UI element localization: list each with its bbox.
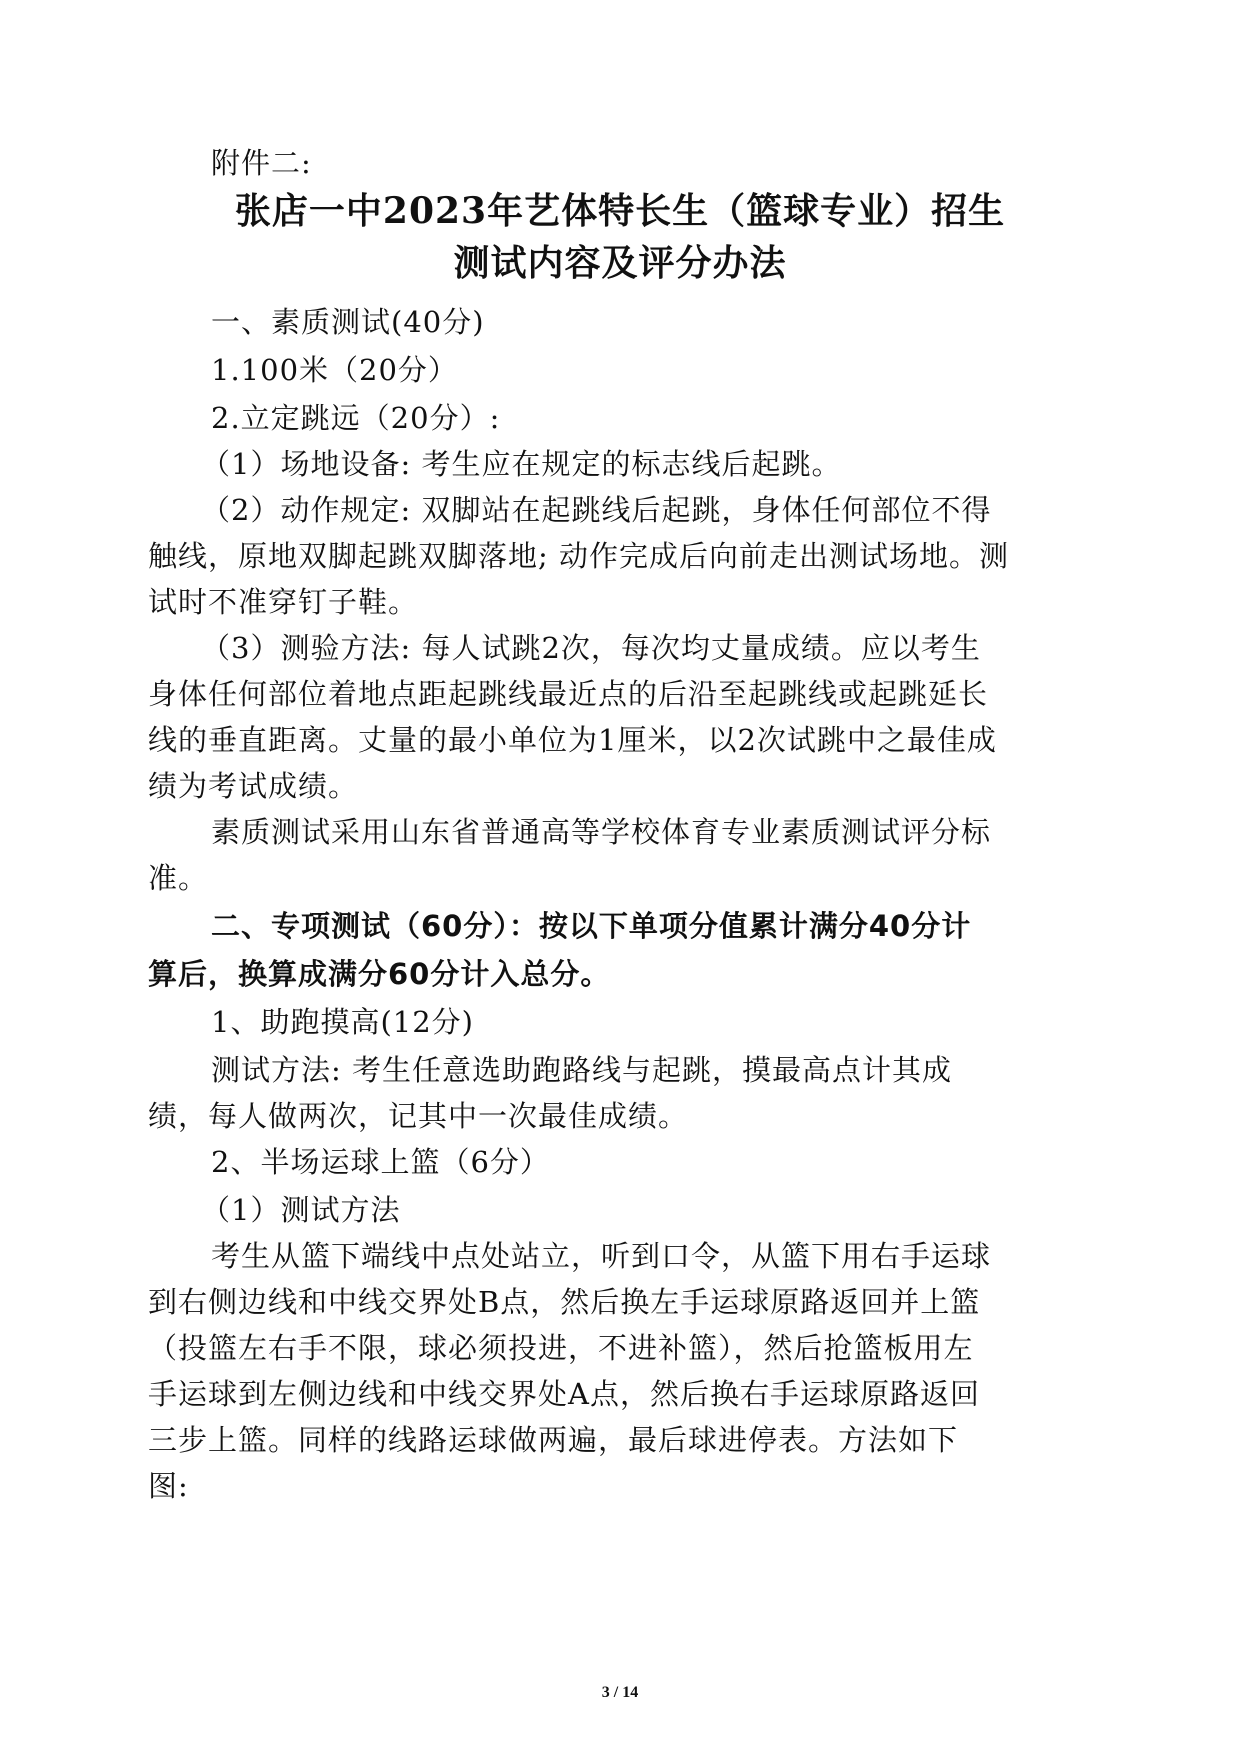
paragraph-line: （3）测验方法: 每人试跳2次，每次均丈量成绩。应以考生 [201,631,981,665]
item-100m: 1.100米（20分） [211,353,458,387]
section-heading-special-test-cont: 算后，换算成满分60分计入总分。 [148,957,611,991]
paragraph-line: （2）动作规定: 双脚站在起跳线后起跳，身体任何部位不得 [201,493,992,527]
paragraph-line: 到右侧边线和中线交界处B点，然后换左手运球原路返回并上篮 [148,1285,981,1319]
paragraph-line: 触线，原地双脚起跳双脚落地; 动作完成后向前走出测试场地。测 [148,539,1009,573]
paragraph-line: 考生从篮下端线中点处站立，听到口令，从篮下用右手运球 [211,1239,992,1273]
paragraph-line: 图: [148,1469,189,1503]
paragraph-line: 线的垂直距离。丈量的最小单位为1厘米，以2次试跳中之最佳成 [148,723,997,757]
paragraph-line: 绩为考试成绩。 [148,769,359,803]
paragraph-line: 三步上篮。同样的线路运球做两遍，最后球进停表。方法如下 [148,1423,959,1457]
paragraph-line: （1）场地设备: 考生应在规定的标志线后起跳。 [201,447,842,481]
section-heading-special-test: 二、专项测试（60分）：按以下单项分值累计满分40分计 [211,909,972,943]
paragraph-line: 身体任何部位着地点距起跳线最近点的后沿至起跳线或起跳延长 [148,677,989,711]
item-standing-long-jump: 2.立定跳远（20分）: [211,401,501,435]
document-subtitle: 测试内容及评分办法 [453,242,787,284]
paragraph-line: （投篮左右手不限，球必须投进，不进补篮），然后抢篮板用左 [148,1331,974,1365]
paragraph-line: 准。 [148,861,209,895]
paragraph-line: 试时不准穿钉子鞋。 [148,585,419,619]
item-half-court-layup: 2、半场运球上篮（6分） [211,1145,550,1179]
page-number: 3 / 14 [601,1684,639,1701]
document-title: 张店一中2023年艺体特长生（篮球专业）招生 [234,190,1006,232]
paragraph-line: 测试方法: 考生任意选助跑路线与起跳，摸最高点计其成 [211,1053,952,1087]
paragraph-line: 素质测试采用山东省普通高等学校体育专业素质测试评分标 [211,815,992,849]
section-heading-physical-test: 一、素质测试(40分) [211,305,485,339]
attachment-label: 附件二: [211,146,312,180]
paragraph-line: 绩，每人做两次，记其中一次最佳成绩。 [148,1099,689,1133]
paragraph-line: 手运球到左侧边线和中线交界处A点，然后换右手运球原路返回 [148,1377,980,1411]
subheading-test-method: （1）测试方法 [201,1193,401,1227]
item-run-touch-high: 1、助跑摸高(12分) [211,1005,474,1039]
